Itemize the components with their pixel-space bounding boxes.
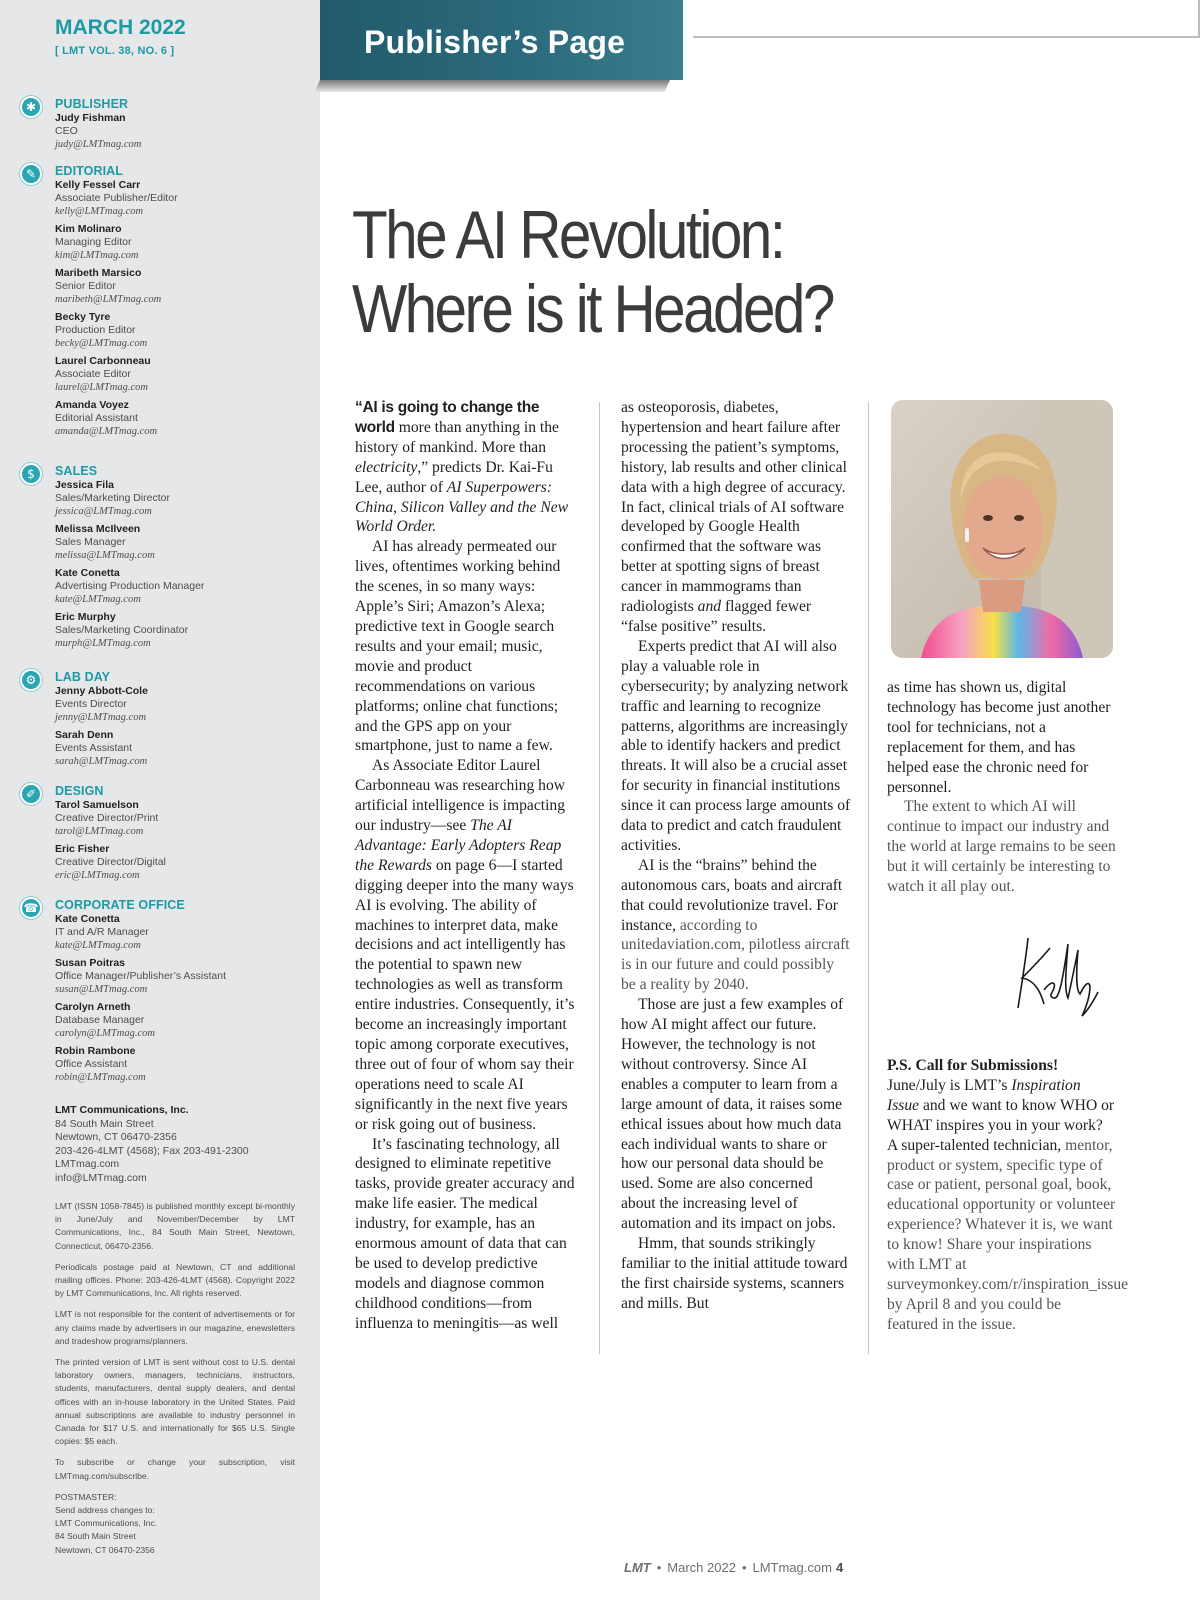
fine-print-paragraph: The printed version of LMT is sent without cost to U.S. dental laboratory owners, managers, technicians, instructors, students, manufacturers, dental supply dealers, and dental offices with an in-house laboratory in the United States. Paid annual subscriptions are available to industry personnel in Canada for $17 U.S. and internationally for $65 U.S. Single copies: $5 each. (55, 1357, 295, 1447)
staff-entry (55, 1001, 315, 1040)
fine-print-paragraph: LMT (ISSN 1058-7845) is published monthly except bi-monthly in June/July and November/December by LMT Communications, Inc., 84 South Main Street, Newtown, Connecticut, 06470-2356. (55, 1201, 295, 1251)
section-title: DESIGN (55, 784, 104, 798)
article-paragraph (621, 856, 851, 995)
article-paragraph: Those are just a few examples of how AI might affect our future. However, the technology is not without controversy. Since AI enables a computer to learn from a large amount of data, it raises some ethical issues about how much data each individual wants to share or how our personal data should be used. Some are also concerned about the increasing level of automation and its impact on jobs. (621, 996, 844, 1233)
footer-separator: • (656, 1560, 662, 1575)
staff-role: Events Director (55, 698, 127, 710)
section-header-title: Publisher’s Page (364, 24, 626, 60)
text-emphasis: electricity (355, 458, 418, 476)
staff-entry (55, 223, 315, 262)
article-paragraph: Experts predict that AI will also play a valuable role in cybersecurity; by analyzing network traffic and learning to recognize patterns, algorithms are increasingly able to identify hackers and predict threats. It will also be a crucial asset for security in financial institutions since it can process large amounts of data to predict and catch fraudulent activities. (621, 637, 851, 854)
footer-date: March 2022 (667, 1560, 736, 1575)
section-title: SALES (55, 464, 98, 478)
staff-entry (55, 913, 315, 952)
text-run: flagged fewer “false positive” results. (621, 598, 812, 635)
staff-name: Laurel Carbonneau (55, 355, 151, 367)
section-title: LAB DAY (55, 670, 111, 684)
text-run: AI is the “brains” behind the autonomous cars, boats and aircraft that could revolutionize travel. For instance, (621, 856, 843, 934)
article-paragraph: Hmm, that sounds strikingly familiar to the initial attitude toward the first chairside systems, scanners and mills. But (621, 1235, 848, 1312)
staff-entry (55, 479, 315, 518)
staff-entry (55, 523, 315, 562)
masthead-sidebar (0, 0, 320, 1600)
section-title: CORPORATE OFFICE (55, 898, 185, 912)
staff-name: Eric Fisher (55, 843, 110, 855)
article-paragraph (621, 398, 851, 637)
page-footer (624, 1560, 843, 1575)
header-shadow (314, 80, 670, 92)
staff-email[interactable]: kate@LMTmag.com (55, 940, 141, 951)
issue-volume: [ LMT VOL. 38, NO. 6 ] (55, 45, 175, 57)
staff-role: Senior Editor (55, 280, 116, 292)
issue-name: Inspiration Issue (887, 1076, 1081, 1114)
staff-role: Associate Editor (55, 368, 131, 380)
lab-day-icon: ⚙ (20, 669, 42, 691)
staff-role: Advertising Production Manager (55, 580, 205, 592)
staff-entry (55, 1045, 315, 1084)
staff-entry (55, 311, 315, 350)
company-website[interactable]: LMTmag.com (55, 1158, 120, 1170)
staff-role: Sales/Marketing Director (55, 492, 170, 504)
staff-email[interactable]: becky@LMTmag.com (55, 338, 148, 349)
postmaster-label: POSTMASTER: (55, 1491, 117, 1502)
staff-role: Associate Publisher/Editor (55, 192, 178, 204)
staff-email[interactable]: kim@LMTmag.com (55, 250, 139, 261)
staff-name: Robin Rambone (55, 1045, 136, 1057)
footer-site[interactable]: LMTmag.com (752, 1560, 832, 1575)
article-headline (352, 198, 1040, 346)
staff-email[interactable]: melissa@LMTmag.com (55, 550, 155, 561)
staff-role: Office Manager/Publisher’s Assistant (55, 970, 227, 982)
staff-entry (55, 355, 315, 394)
article-reference: The AI Advantage: Early Adopters Reap the Rewards (355, 817, 562, 874)
staff-role: Creative Director/Print (55, 812, 159, 824)
postmaster-line: Newtown, CT 06470-2356 (55, 1544, 155, 1555)
lead-quote: “AI is going to change the world (355, 399, 540, 436)
staff-email[interactable]: jessica@LMTmag.com (55, 506, 152, 517)
staff-role: IT and A/R Manager (55, 926, 149, 938)
headline-line: The AI Revolution: (352, 197, 784, 273)
book-title: AI Superpowers: China, Silicon Valley and the New World Order. (355, 478, 569, 536)
editor-signature (1010, 930, 1110, 1020)
staff-email[interactable]: eric@LMTmag.com (55, 870, 140, 881)
staff-email[interactable]: maribeth@LMTmag.com (55, 294, 162, 305)
staff-entry (55, 267, 315, 306)
staff-name: Kelly Fessel Carr (55, 179, 141, 191)
staff-role: Sales/Marketing Coordinator (55, 624, 189, 636)
author-photo (891, 400, 1113, 658)
footer-separator: • (741, 1560, 747, 1575)
column-divider (599, 402, 600, 1354)
staff-entry (55, 611, 315, 650)
fine-print (55, 1200, 295, 1565)
staff-role: CEO (55, 125, 78, 137)
ps-paragraph (887, 1056, 1129, 1335)
company-address-2: Newtown, CT 06470-2356 (55, 1131, 177, 1143)
article-paragraph (355, 756, 581, 1134)
footer-brand: LMT (624, 1560, 651, 1575)
staff-email[interactable]: amanda@LMTmag.com (55, 426, 158, 437)
staff-entry (55, 843, 315, 882)
company-phone: 203-426-4LMT (4568); Fax 203-491-2300 (55, 1144, 249, 1157)
staff-role: Events Assistant (55, 742, 133, 754)
staff-email[interactable]: judy@LMTmag.com (55, 139, 142, 150)
staff-email[interactable]: sarah@LMTmag.com (55, 756, 148, 767)
text-run: according to unitedaviation.com, pilotless aircraft is in our future and could possibly be a reality by 2040. (621, 916, 850, 994)
design-icon: ✐ (20, 783, 42, 805)
staff-name: Kim Molinaro (55, 223, 122, 235)
staff-entry (55, 112, 315, 151)
headline-line: Where is it Headed? (352, 271, 833, 347)
text-run: and we want to know WHO or WHAT inspires you in your work? A super-talented technician, (887, 1096, 1115, 1154)
staff-role: Production Editor (55, 324, 136, 336)
company-name: LMT Communications, Inc. (55, 1104, 189, 1116)
page-number: 4 (835, 1560, 844, 1575)
text-run: ,” predicts Dr. Kai-Fu Lee, author of (355, 458, 553, 496)
column-divider (868, 402, 869, 1354)
staff-name: Jessica Fila (55, 479, 114, 491)
staff-name: Maribeth Marsico (55, 267, 142, 279)
staff-name: Melissa McIlveen (55, 523, 141, 535)
article-column-1 (355, 398, 581, 1334)
staff-entry (55, 685, 315, 724)
article-paragraph: The extent to which AI will continue to impact our industry and the world at large remains to be seen but it will certainly be interesting to watch it all play out. (887, 798, 1116, 896)
publisher-icon: ✱ (20, 96, 42, 118)
article-column-2 (621, 398, 851, 1314)
staff-role: Sales Manager (55, 536, 126, 548)
staff-role: Managing Editor (55, 236, 132, 248)
text-run: as osteoporosis, diabetes, hypertension and heart failure after processing the patient’s symptoms, history, lab results and other clinical data with a high degree of accuracy. In fact, clinical trials of AI software developed by Google Health confirmed that the software was better at spotting signs of breast cancer in mammograms than radiologists (621, 399, 847, 616)
staff-role: Editorial Assistant (55, 412, 138, 424)
staff-role: Creative Director/Digital (55, 856, 166, 868)
staff-name: Amanda Voyez (55, 399, 129, 411)
article-paragraph: It’s fascinating technology, all designed to eliminate repetitive tasks, provide greater accuracy and make life easier. The medical industry, for example, has an enormous amount of data that can be used to develop predictive models and diagnose common childhood conditions—from influenza to meningitis—as well (355, 1135, 575, 1332)
fine-print-paragraph: LMT is not responsible for the content of advertisements or for any claims made by advertisers in our magazine, enewsletters and tradeshow programs/planners. (55, 1309, 295, 1346)
article-paragraph: as time has shown us, digital technology has become just another tool for technicians, not a replacement for them, and has helped ease the chronic need for personnel. (887, 679, 1111, 796)
staff-name: Tarol Samuelson (55, 799, 139, 811)
article-paragraph (355, 398, 581, 537)
section-title: PUBLISHER (55, 97, 129, 111)
header-rule (693, 36, 1200, 38)
staff-email[interactable]: susan@LMTmag.com (55, 984, 148, 995)
sales-icon: $ (20, 463, 42, 485)
section-title: EDITORIAL (55, 164, 124, 178)
staff-email[interactable]: laurel@LMTmag.com (55, 382, 148, 393)
text-run: mentor, product or system, specific type of case or patient, personal goal, book, educational opportunity or volunteer experience? Whatever it is, we want to know! Share your inspirations with LMT at surveymonkey.com/r/inspiration_issue by April 8 and you could be featured in the issue. (887, 1136, 1129, 1333)
staff-email[interactable]: kelly@LMTmag.com (55, 206, 144, 217)
staff-entry (55, 399, 315, 438)
staff-email[interactable]: robin@LMTmag.com (55, 1072, 146, 1083)
article-paragraph: AI has already permeated our lives, oftentimes working behind the scenes, in so many ways: Apple’s Siri; Amazon’s Alexa; predictive text in Google search results and your email; music, movie and product recommendations on various platforms; online chat functions; and the GPS app on your smartphone, just to name a few. (355, 538, 561, 755)
staff-name: Eric Murphy (55, 611, 116, 623)
staff-name: Susan Poitras (55, 957, 126, 969)
staff-entry (55, 799, 315, 838)
text-run: June/July is LMT’s (887, 1076, 1012, 1094)
text-run: As Associate Editor Laurel Carbonneau was researching how artificial intelligence is impacting our industry—see (355, 757, 566, 835)
section-header-bar (320, 0, 683, 80)
staff-name: Kate Conetta (55, 913, 120, 925)
portrait-illustration (891, 400, 1113, 658)
editorial-icon: ✎ (20, 163, 42, 185)
staff-entry (55, 729, 315, 768)
staff-entry (55, 957, 315, 996)
company-address-1: 84 South Main Street (55, 1117, 154, 1130)
postmaster-line: LMT Communications, Inc. (55, 1518, 158, 1529)
staff-email[interactable]: kate@LMTmag.com (55, 594, 141, 605)
postmaster-line: Send address changes to: (55, 1505, 155, 1516)
staff-name: Becky Tyre (55, 311, 111, 323)
company-info (55, 1104, 305, 1185)
staff-name: Carolyn Arneth (55, 1001, 131, 1013)
issue-date: MARCH 2022 (55, 16, 186, 39)
staff-email[interactable]: tarol@LMTmag.com (55, 826, 144, 837)
staff-email[interactable]: jenny@LMTmag.com (55, 712, 147, 723)
company-email[interactable]: info@LMTmag.com (55, 1171, 147, 1184)
text-emphasis: and (697, 598, 722, 616)
staff-entry (55, 567, 315, 606)
staff-name: Judy Fishman (55, 112, 126, 124)
fine-print-paragraph: Periodicals postage paid at Newtown, CT and additional mailing offices. Phone: 203-426-4LMT (4568). Copyright 2022 by LMT Communications, Inc. All rights reserved. (55, 1261, 295, 1299)
staff-role: Office Assistant (55, 1058, 128, 1070)
staff-role: Database Manager (55, 1014, 145, 1026)
postmaster-block (55, 1491, 295, 1557)
staff-name: Jenny Abbott-Cole (55, 685, 148, 697)
text-run: on page 6—I started digging deeper into the many ways AI is evolving. The ability of machines to interpret data, make decisions and act intelligently has the potential to spawn new technologies as well as transform entire industries. Consequently, it’s become an increasingly important topic among corporate executives, three out of four of whom say their operations need to scale AI significantly in the next five years or risk going out of business. (355, 856, 575, 1133)
staff-name: Kate Conetta (55, 567, 120, 579)
staff-email[interactable]: carolyn@LMTmag.com (55, 1028, 155, 1039)
postmaster-line: 84 South Main Street (55, 1531, 136, 1542)
fine-print-paragraph: To subscribe or change your subscription, visit LMTmag.com/subscribe. (55, 1457, 295, 1481)
staff-name: Sarah Denn (55, 729, 114, 741)
text-run: more than anything in the history of mankind. More than (355, 418, 559, 456)
staff-entry (55, 179, 315, 218)
corporate-office-icon: ☎ (20, 897, 42, 919)
staff-email[interactable]: murph@LMTmag.com (55, 638, 151, 649)
ps-note (887, 1056, 1129, 1335)
ps-lead: P.S. Call for Submissions! (887, 1057, 1059, 1074)
article-column-3 (887, 678, 1116, 897)
